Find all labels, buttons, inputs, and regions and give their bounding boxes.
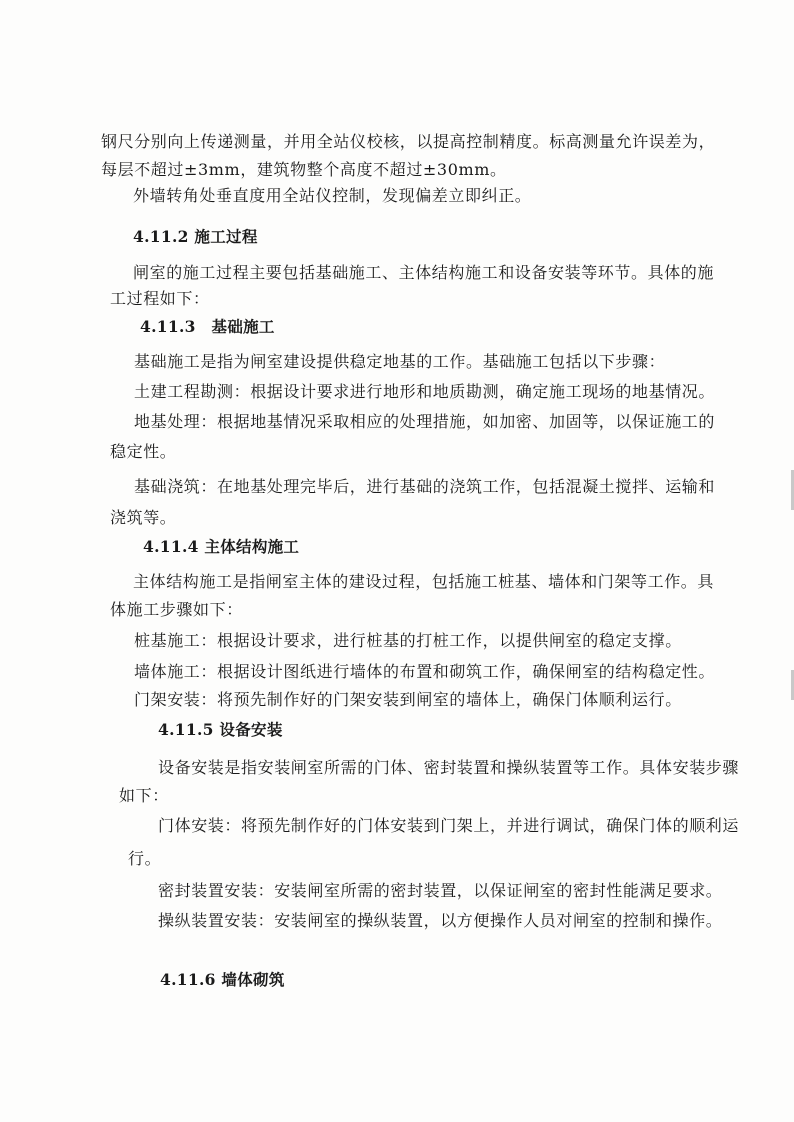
body-text-line: 基础浇筑：在地基处理完毕后，进行基础的浇筑工作，包括混凝土搅拌、运输和 — [134, 477, 716, 496]
section-heading-4-11-4: 4.11.4 主体结构施工 — [143, 537, 300, 556]
body-text-line: 设备安装是指安装闸室所需的门体、密封装置和操纵装置等工作。具体安装步骤 — [158, 758, 740, 777]
body-text-line: 闸室的施工过程主要包括基础施工、主体结构施工和设备安装等环节。具体的施 — [133, 263, 715, 282]
body-text-line: 钢尺分别向上传递测量，并用全站仪校核，以提高控制精度。标高测量允许误差为， — [101, 132, 716, 151]
section-heading-4-11-6: 4.11.6 墙体砌筑 — [160, 970, 285, 989]
section-heading-4-11-2: 4.11.2 施工过程 — [133, 227, 258, 246]
body-text-line: 如下： — [119, 786, 169, 805]
body-text-line: 门架安装：将预先制作好的门架安装到闸室的墙体上，确保门体顺利运行。 — [134, 690, 682, 709]
body-text-line: 密封装置安装：安装闸室所需的密封装置，以保证闸室的密封性能满足要求。 — [158, 881, 723, 900]
body-text-line: 操纵装置安装：安装闸室的操纵装置，以方便操作人员对闸室的控制和操作。 — [158, 911, 723, 930]
body-text-line: 浇筑等。 — [110, 508, 177, 527]
body-text-line: 行。 — [128, 849, 162, 868]
body-text-line: 外墙转角处垂直度用全站仪控制，发现偏差立即纠正。 — [133, 186, 532, 205]
body-text-line: 桩基施工：根据设计要求，进行桩基的打桩工作，以提供闸室的稳定支撑。 — [134, 631, 682, 650]
body-text-line: 工过程如下： — [110, 289, 210, 308]
section-heading-4-11-3: 4.11.3 基础施工 — [140, 317, 275, 336]
body-text-line: 门体安装：将预先制作好的门体安装到门架上，并进行调试，确保门体的顺利运 — [158, 816, 740, 835]
body-text-line: 主体结构施工是指闸室主体的建设过程，包括施工桩基、墙体和门架等工作。具 — [133, 572, 715, 591]
body-text-line: 地基处理：根据地基情况采取相应的处理措施，如加密、加固等，以保证施工的 — [134, 412, 716, 431]
body-text-line: 基础施工是指为闸室建设提供稳定地基的工作。基础施工包括以下步骤： — [134, 352, 666, 371]
body-text-line: 墙体施工：根据设计图纸进行墙体的布置和砌筑工作，确保闸室的结构稳定性。 — [134, 662, 716, 681]
body-text-line: 每层不超过±3mm，建筑物整个高度不超过±30mm。 — [101, 160, 507, 179]
body-text-line: 稳定性。 — [110, 442, 177, 461]
section-heading-4-11-5: 4.11.5 设备安装 — [158, 720, 283, 739]
body-text-line: 体施工步骤如下： — [110, 600, 243, 619]
body-text-line: 土建工程勘测：根据设计要求进行地形和地质勘测，确定施工现场的地基情况。 — [134, 382, 716, 401]
